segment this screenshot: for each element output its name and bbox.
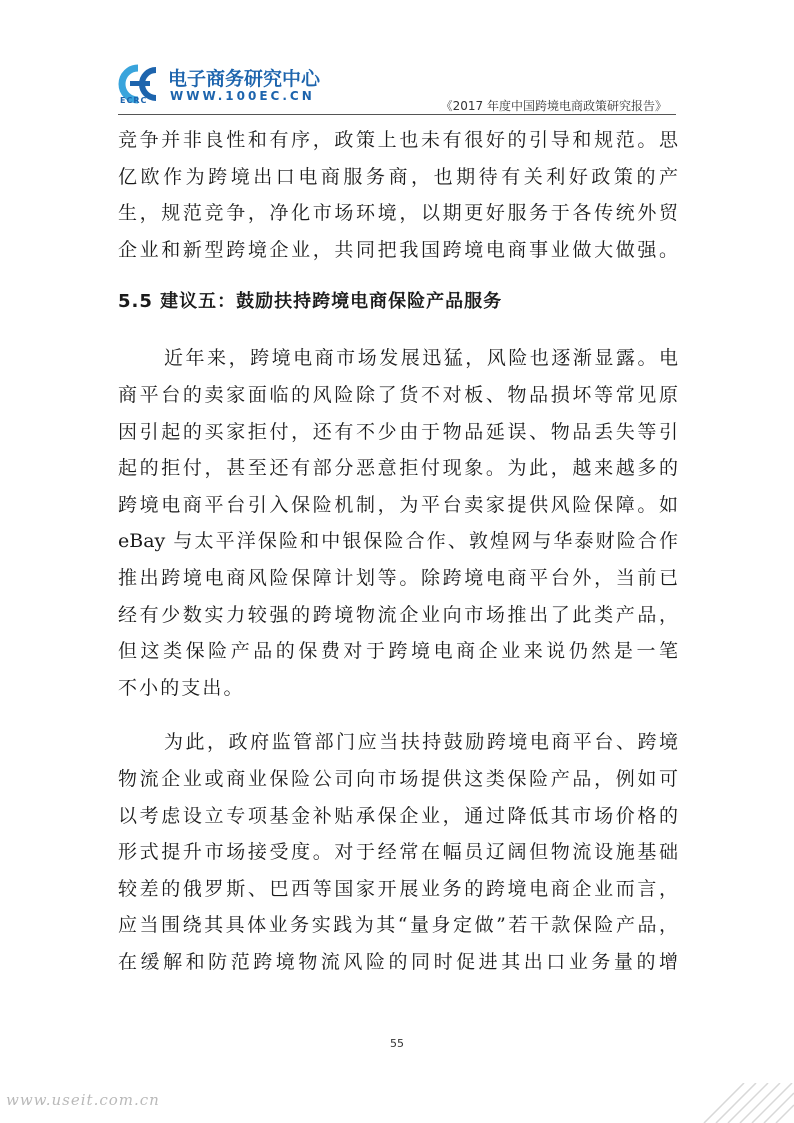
logo-abbr: ECRC (120, 96, 148, 105)
text-line: 近年来，跨境电商市场发展迅猛，风险也逐渐显露。电 (164, 347, 678, 370)
logo-url: WWW.100EC.CN (170, 89, 315, 103)
text-line: 不小的支出。 (118, 676, 245, 699)
text-line: 但这类保险产品的保费对于跨境电商企业来说仍然是一笔 (118, 640, 678, 663)
text-line: 物流企业或商业保险公司向市场提供这类保险产品，例如可 (118, 767, 678, 790)
report-title: 《2017 年度中国跨境电商政策研究报告》 (440, 99, 667, 113)
logo-title: 电子商务研究中心 (168, 68, 321, 90)
paragraph-1 (118, 122, 678, 268)
text-line: 因引起的买家拒付，还有不少由于物品延误、物品丢失等引 (118, 420, 678, 443)
page-body (118, 122, 678, 980)
watermark: www.useit.com.cn (6, 1091, 160, 1109)
paragraph-gap (118, 706, 678, 724)
text-line: 亿欧作为跨境出口电商服务商，也期待有关利好政策的产 (118, 165, 678, 188)
page-number: 55 (390, 1037, 404, 1050)
text-line: 推出跨境电商风险保障计划等。除跨境电商平台外，当前已 (118, 566, 678, 589)
paragraph-3 (118, 724, 678, 980)
text-line: 企业和新型跨境企业，共同把我国跨境电商事业做大做强。 (118, 238, 678, 261)
text-line: 生，规范竞争，净化市场环境，以期更好服务于各传统外贸 (118, 202, 678, 225)
text-line: 以考虑设立专项基金补贴承保企业，通过降低其市场价格的 (118, 804, 678, 827)
header-divider (118, 114, 676, 115)
text-line: 较差的俄罗斯、巴西等国家开展业务的跨境电商企业而言， (118, 877, 678, 900)
text-line: 在缓解和防范跨境物流风险的同时促进其出口业务量的增 (118, 950, 678, 973)
text-line: 竞争并非良性和有序，政策上也未有很好的引导和规范。思 (118, 129, 678, 151)
page-header (0, 0, 794, 115)
text-line: 经有少数实力较强的跨境物流企业向市场推出了此类产品， (118, 603, 678, 626)
text-line: 应当围绕其具体业务实践为其“量身定做”若干款保险产品， (118, 914, 678, 937)
paragraph-2 (118, 340, 678, 706)
text-line: 起的拒付，甚至还有部分恶意拒付现象。为此，越来越多的 (118, 457, 678, 480)
ecrc-logo (118, 62, 321, 108)
text-line: 形式提升市场接受度。对于经常在幅员辽阔但物流设施基础 (118, 841, 678, 864)
section-heading: 5.5 建议五：鼓励扶持跨境电商保险产品服务 (118, 291, 503, 313)
text-line: 为此，政府监管部门应当扶持鼓励跨境电商平台、跨境 (164, 731, 678, 754)
text-line: 跨境电商平台引入保险机制，为平台卖家提供风险保障。如 (118, 493, 678, 516)
corner-stripes-decoration (664, 1083, 794, 1123)
text-line: 商平台的卖家面临的风险除了货不对板、物品损坏等常见原 (118, 383, 678, 406)
text-line: eBay 与太平洋保险和中银保险合作、敦煌网与华泰财险合作 (118, 530, 678, 553)
